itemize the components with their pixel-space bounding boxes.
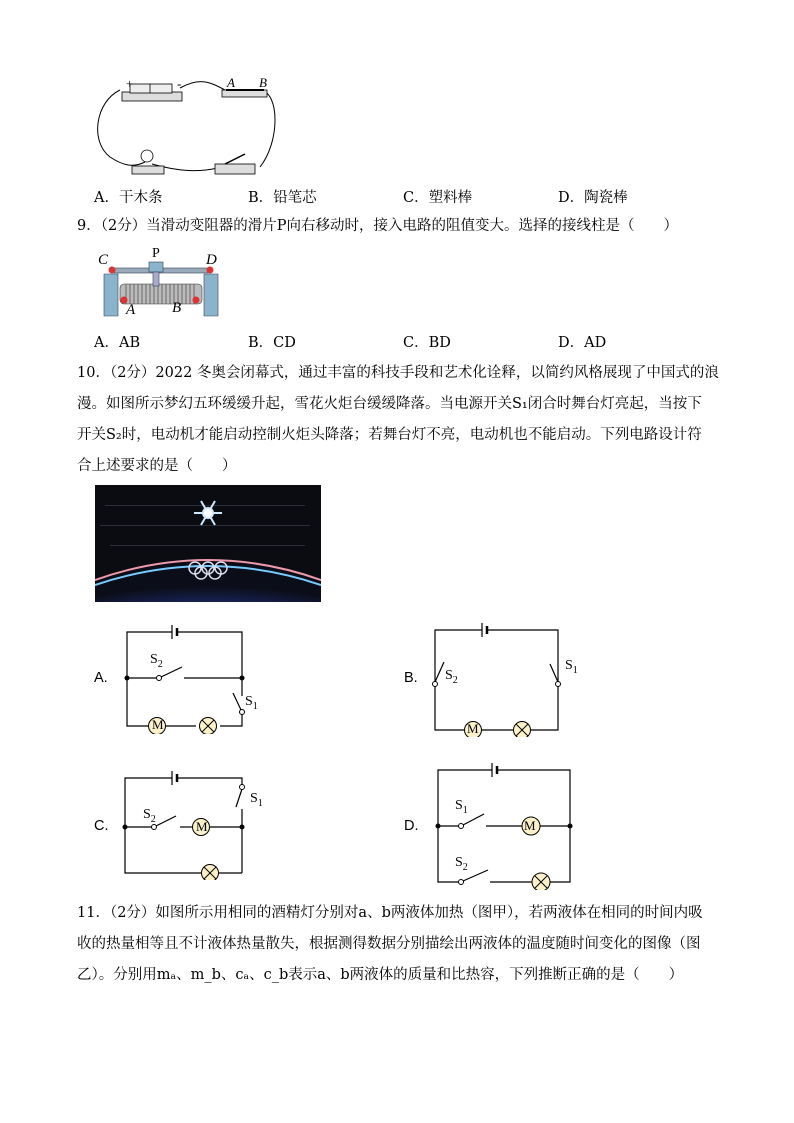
rheostat-d-label: D bbox=[206, 252, 217, 268]
circuit-b-s2: $S_2$ bbox=[445, 668, 458, 686]
circuit-d-s1: $S_1$ bbox=[455, 798, 468, 816]
q9-stem: 9．（2分）当滑动变阻器的滑片P向右移动时，接入电路的阻值变大。选择的接线柱是（ ） bbox=[77, 218, 678, 234]
q8-option-d[interactable]: D．陶瓷棒 bbox=[558, 190, 628, 206]
circuit-b-label[interactable]: B. bbox=[404, 670, 418, 686]
olympics-closing-photo bbox=[95, 485, 321, 602]
q8-minus-label: - bbox=[177, 76, 182, 91]
circuit-c-s2: $S_2$ bbox=[143, 807, 156, 825]
circuit-a-s2: $S_2$ bbox=[150, 652, 163, 670]
circuit-c-motor: M bbox=[196, 819, 208, 834]
rheostat-b-label: B bbox=[172, 300, 182, 316]
q9-option-a[interactable]: A．AB bbox=[94, 335, 141, 351]
circuit-d bbox=[430, 760, 580, 890]
circuit-a-s1: $S_1$ bbox=[245, 694, 258, 712]
circuit-c bbox=[120, 765, 260, 880]
q10-line-2: 漫。如图所示梦幻五环缓缓升起，雪花火炬台缓缓降落。当电源开关S₁闭合时舞台灯亮起，当按下 bbox=[77, 396, 702, 412]
q11-line-2: 收的热量相等且不计液体热量散失，根据测得数据分别描绘出两液体的温度随时间变化的图像（图 bbox=[77, 936, 701, 952]
rheostat-c-label: C bbox=[98, 252, 109, 268]
circuit-a-motor: M bbox=[152, 717, 164, 732]
circuit-b-motor: M bbox=[467, 721, 479, 736]
q8-option-b[interactable]: B．铅笔芯 bbox=[248, 190, 317, 206]
q11-line-1: 11．（2分）如图所示用相同的酒精灯分别对a、b两液体加热（图甲），若两液体在相同的时间内吸 bbox=[77, 905, 703, 921]
q11-line-3: 乙）。分别用mₐ、m_b、cₐ、c_b表示a、b两液体的质量和比热容，下列推断正确的是（ ） bbox=[77, 967, 684, 983]
circuit-a bbox=[120, 622, 260, 734]
circuit-b-s1: $S_1$ bbox=[565, 658, 578, 676]
circuit-c-s1: $S_1$ bbox=[250, 791, 263, 809]
circuit-c-label[interactable]: C. bbox=[94, 818, 109, 834]
q10-line-1: 10．（2分）2022 冬奥会闭幕式，通过丰富的科技手段和艺术化诠释，以简约风格展现了中国式的浪 bbox=[77, 365, 719, 381]
q10-line-3: 开关S₂时，电动机才能启动控制火炬头降落；若舞台灯不亮，电动机也不能启动。下列电路设计符 bbox=[77, 427, 702, 443]
circuit-d-motor: M bbox=[524, 818, 536, 833]
circuit-a-label[interactable]: A. bbox=[94, 670, 108, 686]
circuit-d-s2: $S_2$ bbox=[455, 855, 468, 873]
q10-line-4: 合上述要求的是（ ） bbox=[77, 458, 237, 474]
q8-b-label: B bbox=[259, 75, 267, 90]
q9-option-d[interactable]: D．AD bbox=[558, 335, 607, 351]
rheostat-p-label: P bbox=[152, 246, 160, 261]
rheostat-a-label: A bbox=[126, 302, 136, 318]
q9-option-c[interactable]: C．BD bbox=[403, 335, 451, 351]
circuit-d-label[interactable]: D. bbox=[404, 818, 419, 834]
q8-plus-label: + bbox=[126, 76, 134, 91]
q8-a-label: A bbox=[227, 75, 235, 90]
q8-option-a[interactable]: A．干木条 bbox=[94, 190, 163, 206]
q9-option-b[interactable]: B．CD bbox=[248, 335, 296, 351]
q8-option-c[interactable]: C．塑料棒 bbox=[403, 190, 473, 206]
